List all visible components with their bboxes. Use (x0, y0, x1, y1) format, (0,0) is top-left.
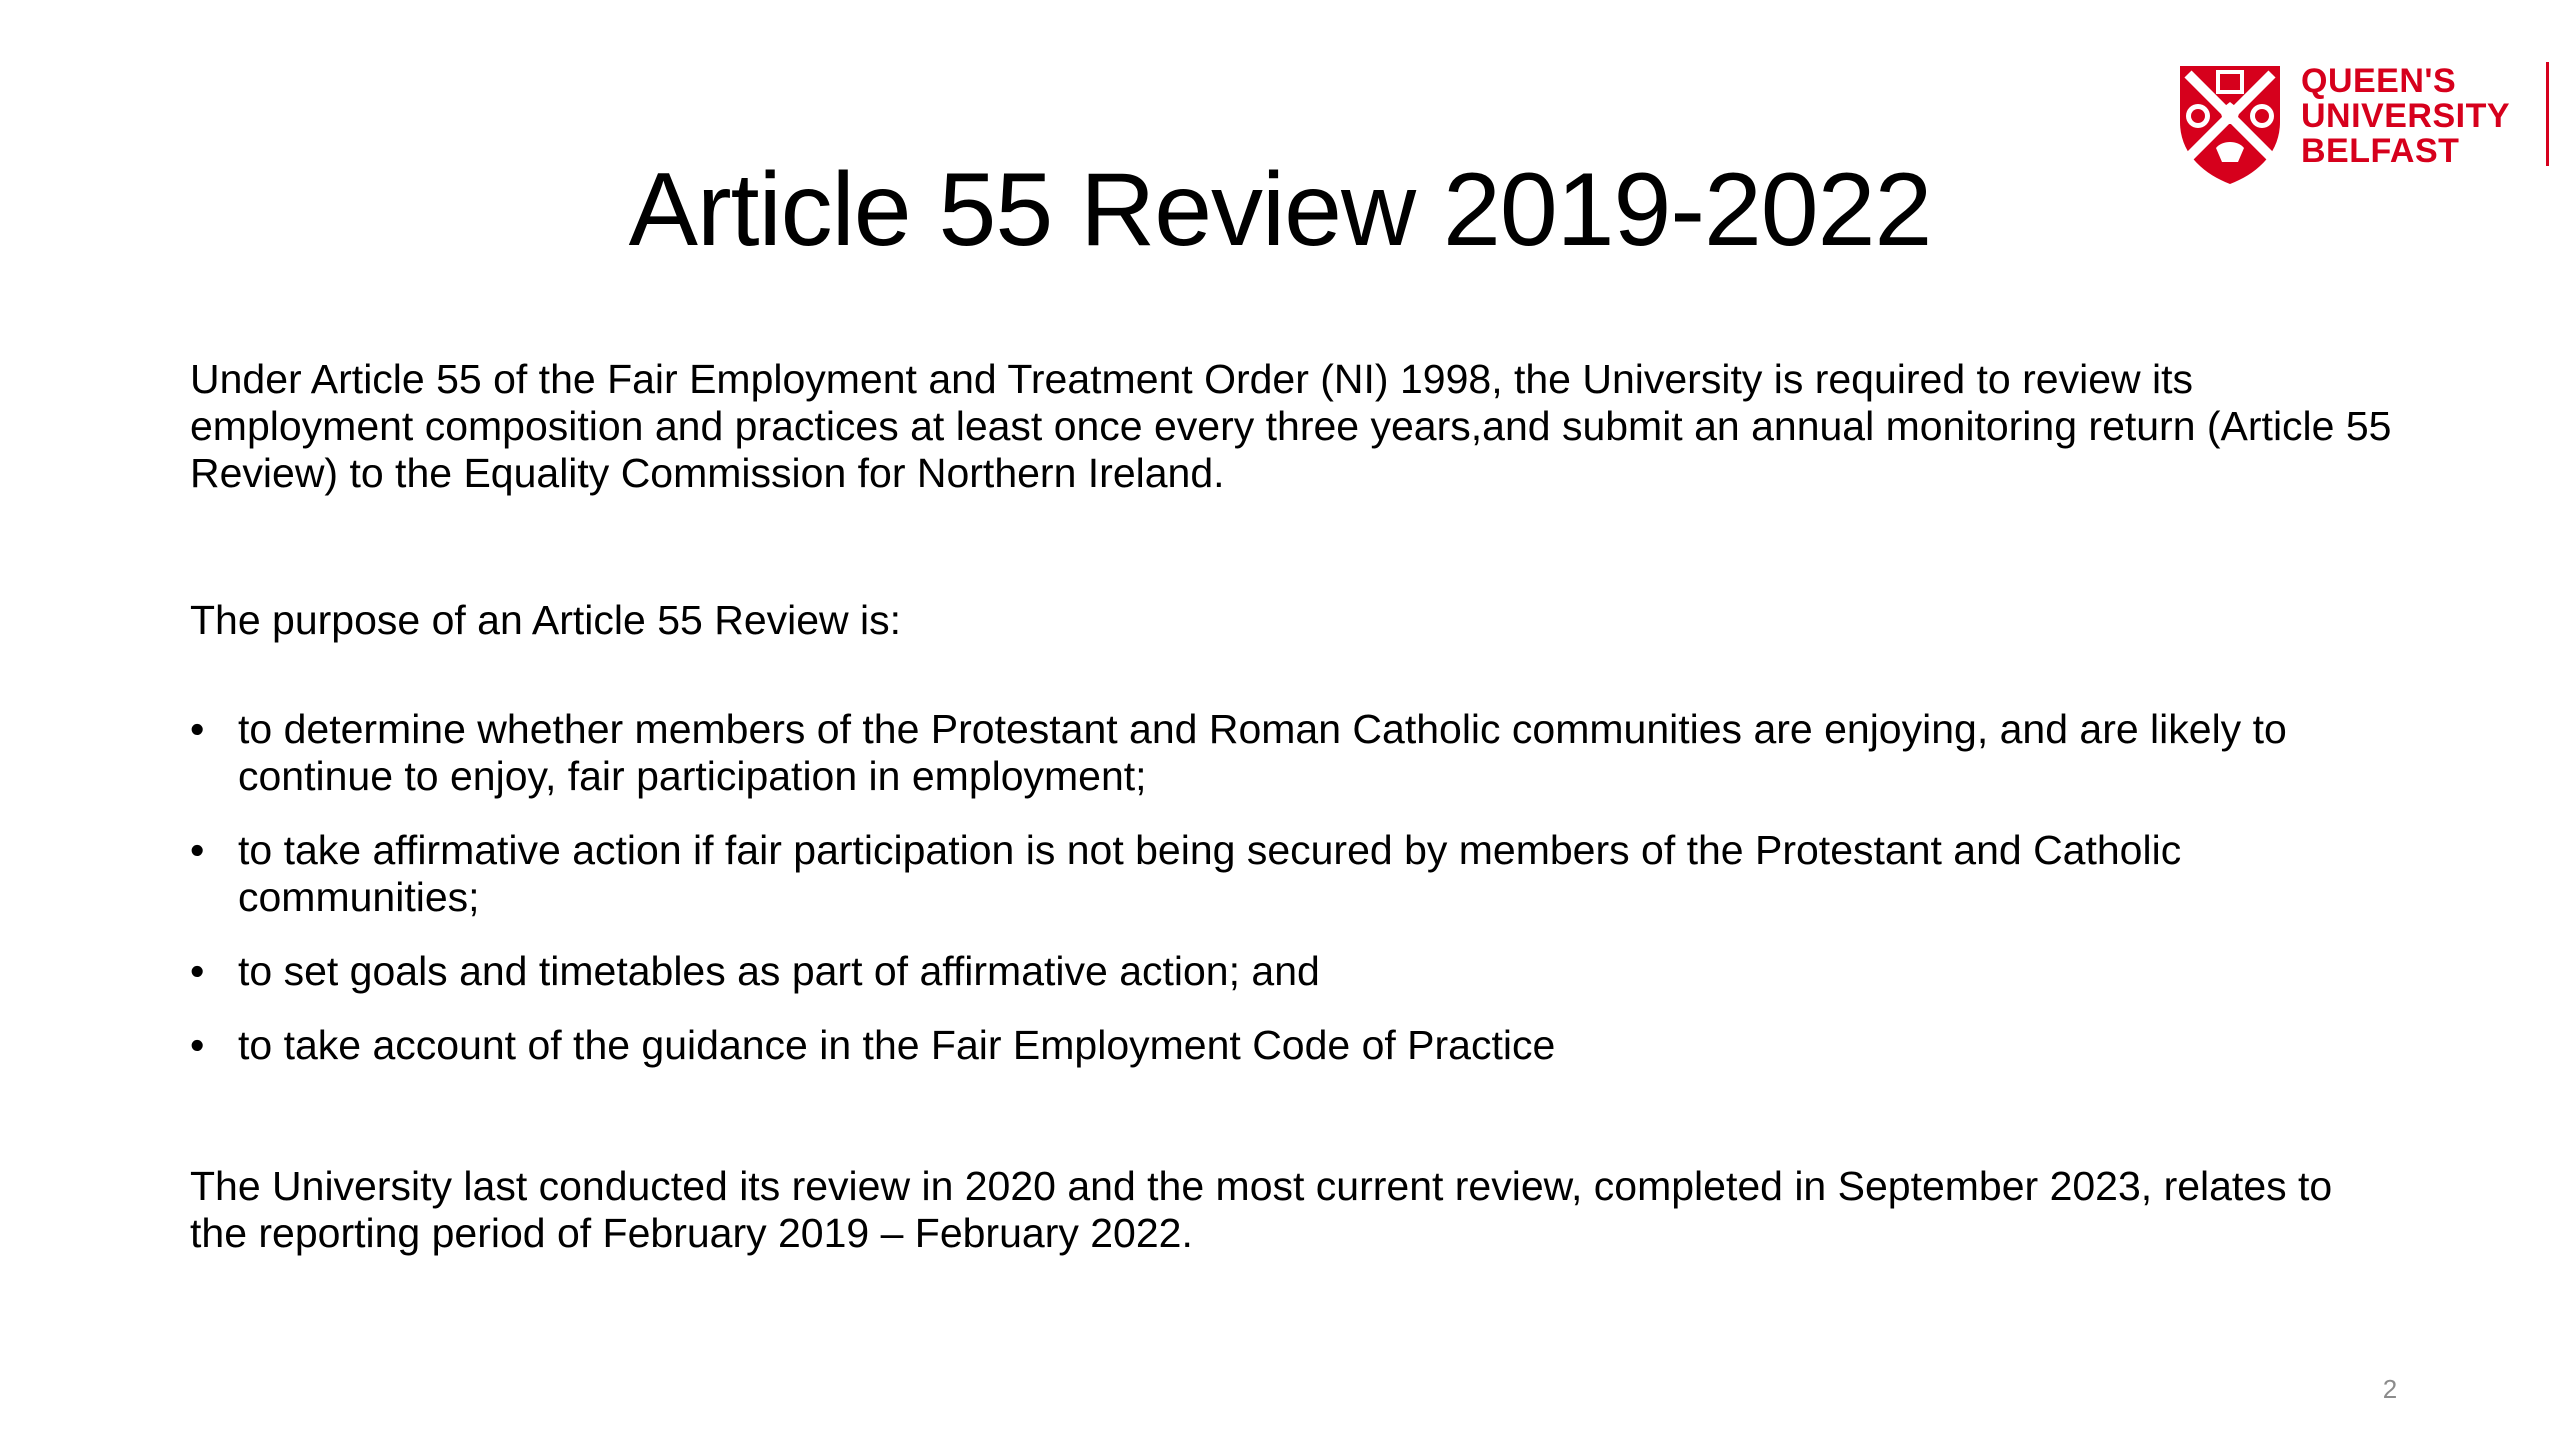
bullet-icon: • (190, 706, 205, 752)
intro-paragraph: Under Article 55 of the Fair Employment and Treatment Order (NI) 1998, the University is required to review its employment composition and practices at least once every three years,and submit an annual monitoring return (Article 55 Review) to the Equality Commission for Northern Ireland. (190, 356, 2392, 496)
logo-line-2: UNIVERSITY (2301, 97, 2511, 135)
list-item (190, 827, 2400, 921)
slide-title: Article 55 Review 2019-2022 (628, 152, 1932, 268)
list-item-text: to take affirmative action if fair participation is not being secured by members of the Protestant and Catholic communities; (238, 827, 2182, 920)
list-item-text: to set goals and timetables as part of affirmative action; and (238, 948, 1320, 994)
list-item-text: to take account of the guidance in the Fair Employment Code of Practice (238, 1022, 1556, 1068)
logo-line-1: QUEEN'S (2301, 62, 2457, 100)
bullet-icon: • (190, 1022, 205, 1068)
page-number: 2 (2382, 1374, 2398, 1404)
list-item (190, 706, 2400, 800)
bullet-icon: • (190, 948, 205, 994)
slide-body (190, 356, 2400, 1257)
list-item (190, 948, 2400, 995)
purpose-heading: The purpose of an Article 55 Review is: (190, 597, 902, 643)
closing-paragraph: The University last conducted its review in 2020 and the most current review, completed in September 2023, relates to the reporting period of February 2019 – February 2022. (190, 1163, 2333, 1256)
logo-line-3: BELFAST (2301, 132, 2460, 170)
list-item-text: to determine whether members of the Protestant and Roman Catholic communities are enjoying, and are likely to continue to enjoy, fair participation in employment; (238, 706, 2287, 799)
purpose-list (190, 706, 2400, 1069)
bullet-icon: • (190, 827, 205, 873)
list-item (190, 1022, 2400, 1069)
